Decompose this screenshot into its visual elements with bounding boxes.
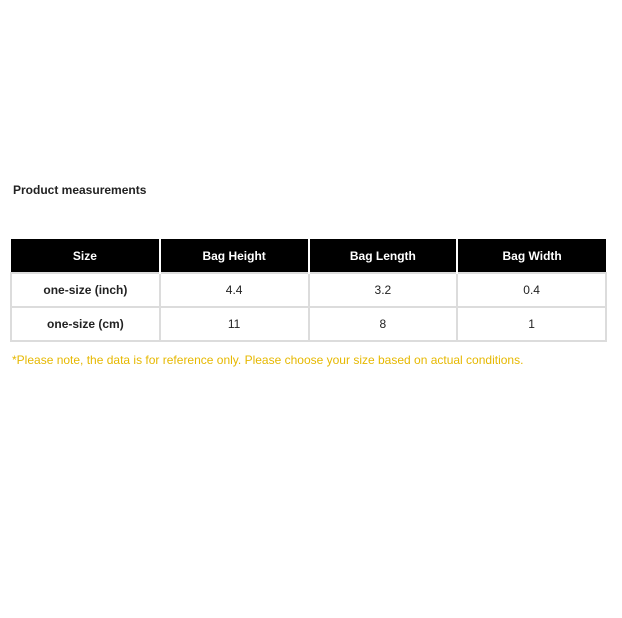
size-table <box>10 239 607 342</box>
table-row <box>11 273 606 307</box>
table-cell: 8 <box>309 307 458 341</box>
column-header-bag-width: Bag Width <box>457 239 606 273</box>
table-row <box>11 307 606 341</box>
column-header-bag-height: Bag Height <box>160 239 309 273</box>
column-header-bag-length: Bag Length <box>309 239 458 273</box>
row-label: one-size (inch) <box>11 273 160 307</box>
table-header-row <box>11 239 606 273</box>
row-label: one-size (cm) <box>11 307 160 341</box>
table-cell: 3.2 <box>309 273 458 307</box>
reference-note: *Please note, the data is for reference only. Please choose your size based on actual conditions. <box>12 353 524 367</box>
table-cell: 0.4 <box>457 273 606 307</box>
table-cell: 1 <box>457 307 606 341</box>
page-title: Product measurements <box>13 183 147 197</box>
column-header-size: Size <box>11 239 160 273</box>
table-cell: 4.4 <box>160 273 309 307</box>
table-cell: 11 <box>160 307 309 341</box>
